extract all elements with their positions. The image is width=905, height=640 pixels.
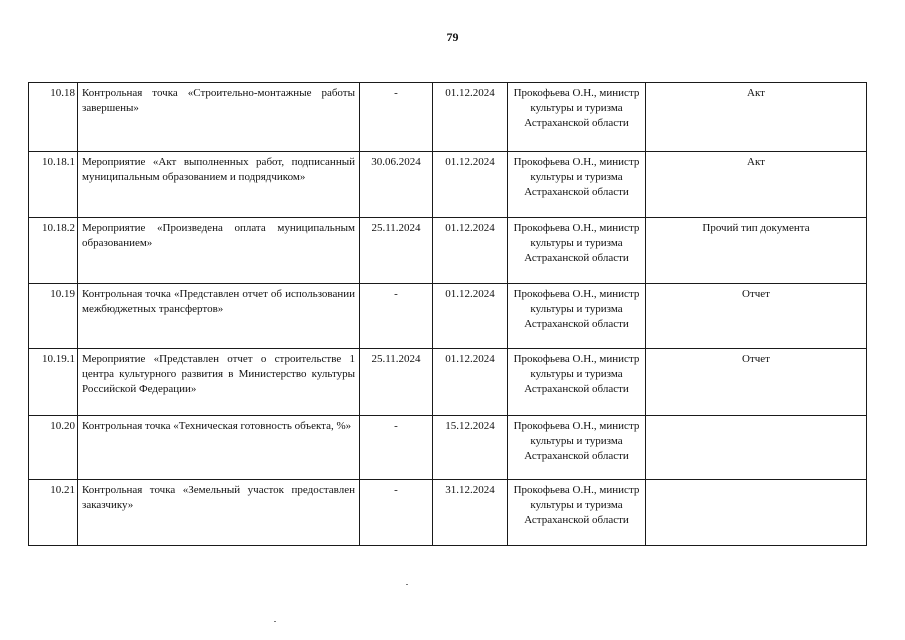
- row-document-type: Отчет: [646, 284, 867, 349]
- row-end-date: 01.12.2024: [433, 284, 508, 349]
- row-document-type: Акт: [646, 152, 867, 218]
- row-responsible: Прокофьева О.Н., министр культуры и туризма Астраханской области: [508, 83, 646, 152]
- row-start-date: 25.11.2024: [360, 349, 433, 416]
- row-responsible: Прокофьева О.Н., министр культуры и туризма Астраханской области: [508, 416, 646, 480]
- plan-table: [28, 82, 867, 546]
- row-start-date: -: [360, 416, 433, 480]
- row-document-type: Акт: [646, 83, 867, 152]
- row-end-date: 15.12.2024: [433, 416, 508, 480]
- row-number: 10.20: [29, 416, 78, 480]
- row-responsible: Прокофьева О.Н., министр культуры и туризма Астраханской области: [508, 480, 646, 546]
- row-document-type: [646, 480, 867, 546]
- row-number: 10.18: [29, 83, 78, 152]
- row-end-date: 01.12.2024: [433, 218, 508, 284]
- table-row: [29, 416, 867, 480]
- table-row: [29, 152, 867, 218]
- row-number: 10.18.2: [29, 218, 78, 284]
- table-row: [29, 284, 867, 349]
- row-description: Мероприятие «Представлен отчет о строительстве 1 центра культурного развития в Министерство культуры Российской Федерации»: [78, 349, 360, 416]
- table-row: [29, 83, 867, 152]
- row-responsible: Прокофьева О.Н., министр культуры и туризма Астраханской области: [508, 152, 646, 218]
- row-number: 10.19: [29, 284, 78, 349]
- row-end-date: 31.12.2024: [433, 480, 508, 546]
- row-description: Мероприятие «Акт выполненных работ, подписанный муниципальным образованием и подрядчиком»: [78, 152, 360, 218]
- table-row: [29, 349, 867, 416]
- row-start-date: -: [360, 83, 433, 152]
- row-end-date: 01.12.2024: [433, 349, 508, 416]
- row-number: 10.19.1: [29, 349, 78, 416]
- row-number: 10.18.1: [29, 152, 78, 218]
- row-number: 10.21: [29, 480, 78, 546]
- row-start-date: 30.06.2024: [360, 152, 433, 218]
- row-description: Контрольная точка «Земельный участок предоставлен заказчику»: [78, 480, 360, 546]
- row-document-type: Прочий тип документа: [646, 218, 867, 284]
- row-description: Контрольная точка «Представлен отчет об использовании межбюджетных трансфертов»: [78, 284, 360, 349]
- row-description: Мероприятие «Произведена оплата муниципальным образованием»: [78, 218, 360, 284]
- row-responsible: Прокофьева О.Н., министр культуры и туризма Астраханской области: [508, 284, 646, 349]
- row-description: Контрольная точка «Строительно-монтажные работы завершены»: [78, 83, 360, 152]
- page-number: 79: [446, 30, 459, 44]
- row-start-date: 25.11.2024: [360, 218, 433, 284]
- row-document-type: [646, 416, 867, 480]
- row-responsible: Прокофьева О.Н., министр культуры и туризма Астраханской области: [508, 349, 646, 416]
- row-description: Контрольная точка «Техническая готовность объекта, %»: [78, 416, 360, 480]
- row-end-date: 01.12.2024: [433, 152, 508, 218]
- row-start-date: -: [360, 480, 433, 546]
- scan-speck: [274, 621, 276, 622]
- scan-speck: [406, 584, 408, 585]
- table-row: [29, 480, 867, 546]
- row-document-type: Отчет: [646, 349, 867, 416]
- row-start-date: -: [360, 284, 433, 349]
- row-end-date: 01.12.2024: [433, 83, 508, 152]
- row-responsible: Прокофьева О.Н., министр культуры и туризма Астраханской области: [508, 218, 646, 284]
- table-row: [29, 218, 867, 284]
